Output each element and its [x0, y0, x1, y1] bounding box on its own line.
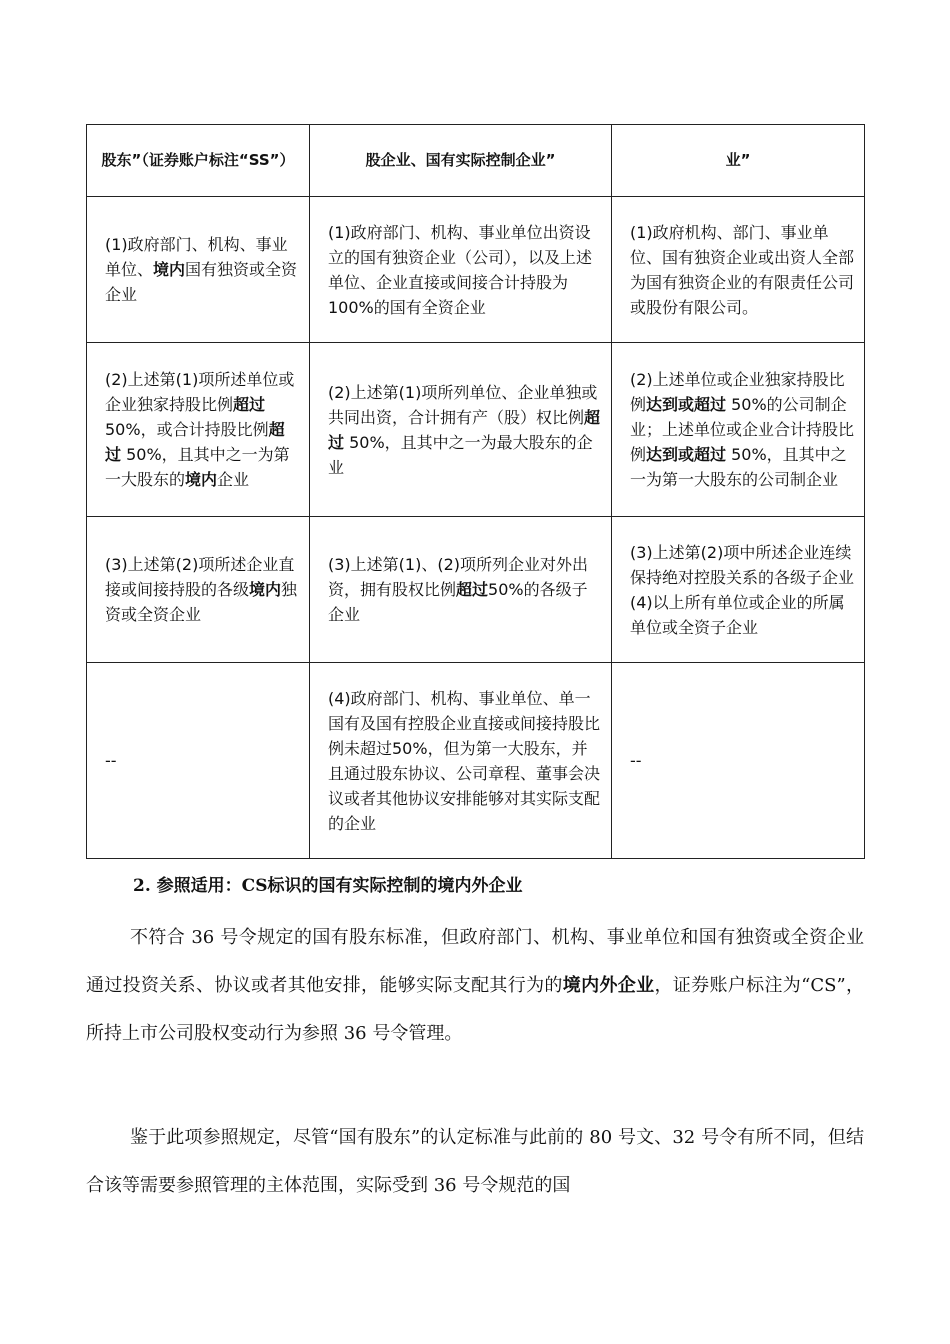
- cell-text: [105, 552, 299, 627]
- table-cell: [87, 197, 310, 343]
- cell-text: [105, 367, 299, 492]
- cell-text: [328, 552, 601, 627]
- table-cell: [310, 517, 612, 663]
- bold-text-run: 境内: [153, 260, 186, 279]
- header-cell-3: 业”: [612, 125, 865, 197]
- table-cell: [612, 517, 865, 663]
- text-run: (4)政府部门、机构、事业单位、单一国有及国有控股企业直接或间接持股比例未超过50%，但为第一大股东，并且通过股东协议、公司章程、董事会决议或者其他协议安排能够对其实际支配的企业: [328, 688, 601, 833]
- text-run: 企业: [217, 470, 250, 489]
- table-row: [87, 343, 865, 517]
- text-run: --: [630, 751, 642, 770]
- cell-text: [630, 367, 854, 492]
- text-run: (2)上述第(1)项所列单位、企业单独或共同出资，合计拥有产（股）权比例: [328, 382, 598, 427]
- text-run: 50%的各级子企业: [328, 580, 588, 624]
- bold-text-run: 境内: [185, 470, 218, 489]
- cell-text: [630, 540, 854, 640]
- header-cell-1: 股东”（证券账户标注“SS”）: [87, 125, 310, 197]
- cell-text: [105, 232, 299, 307]
- comparison-table: [86, 124, 865, 859]
- table-cell: [87, 343, 310, 517]
- text-run: --: [105, 751, 117, 770]
- table-cell: [310, 197, 612, 343]
- text-run: 50%，且其中之一为第一大股东的公司制企业: [630, 445, 847, 489]
- table-cell: [612, 343, 865, 517]
- cell-text: [105, 748, 299, 773]
- text-run: 国有独资或全资企业: [105, 260, 298, 304]
- body-paragraph: [86, 914, 864, 1058]
- text-run: 鉴于此项参照规定，尽管“国有股东”的认定标准与此前的 80 号文、32 号令有所不同，但结合该等需要参照管理的主体范围，实际受到 36 号令规范的国: [86, 1127, 864, 1196]
- text-run: ，证券账户标注为“CS”，所持上市公司股权变动行为参照 36 号令管理。: [86, 975, 864, 1044]
- text-run: (3)上述第(2)项中所述企业连续保持绝对控股关系的各级子企业 (4)以上所有单位或企业的所属单位或全资子企业: [630, 542, 855, 637]
- bold-text-run: 超过: [233, 395, 266, 414]
- table-row: [87, 663, 865, 859]
- text-run: (1)政府部门、机构、事业单位、: [105, 235, 288, 279]
- text-run: 50%，且其中之一为第一大股东的: [105, 445, 290, 489]
- bold-text-run: 超过: [456, 580, 489, 599]
- table-row: [87, 517, 865, 663]
- text-run: (2)上述第(1)项所述单位或企业独家持股比例: [105, 370, 295, 414]
- bold-text-run: 境内外企业: [562, 975, 655, 996]
- text-run: 50%，且其中之一为最大股东的企业: [328, 432, 593, 477]
- text-run: 50%，或合计持股比例: [105, 420, 269, 439]
- cell-text: [328, 686, 601, 836]
- cell-text: [328, 220, 601, 320]
- bold-text-run: 超过: [105, 420, 285, 464]
- cell-text: [630, 220, 854, 320]
- table-cell: [612, 197, 865, 343]
- text-run: (1)政府机构、部门、事业单位、国有独资企业或出资人全部为国有独资企业的有限责任公司或股份有限公司。: [630, 222, 855, 317]
- text-run: (3)上述第(2)项所述企业直接或间接持股的各级: [105, 555, 295, 599]
- text-run: (2)上述单位或企业独家持股比例: [630, 370, 845, 414]
- header-cell-2: 股企业、国有实际控制企业”: [310, 125, 612, 197]
- text-run: 独资或全资企业: [105, 580, 298, 624]
- text-run: 不符合 36 号令规定的国有股东标准，但政府部门、机构、事业单位和国有独资或全资企业通过投资关系、协议或者其他安排，能够实际支配其行为的: [86, 927, 864, 996]
- cell-text: [630, 748, 854, 773]
- bold-text-run: 达到或超过: [646, 445, 727, 464]
- table-cell: [612, 663, 865, 859]
- table-header-row: [87, 125, 865, 197]
- cell-text: [328, 380, 601, 480]
- text-run: (1)政府部门、机构、事业单位出资设立的国有独资企业（公司），以及上述单位、企业直接或间接合计持股为100%的国有全资企业: [328, 222, 593, 317]
- text-run: 50%的公司制企业；上述单位或企业合计持股比例: [630, 395, 855, 464]
- table-cell: [87, 663, 310, 859]
- table-cell: [87, 517, 310, 663]
- bold-text-run: 达到或超过: [646, 395, 727, 414]
- table-cell: [310, 663, 612, 859]
- bold-text-run: 境内: [249, 580, 282, 599]
- section-heading: 2. 参照适用：CS标识的国有实际控制的境内外企业: [133, 876, 523, 896]
- text-run: (3)上述第(1)、(2)项所列企业对外出资，拥有股权比例: [328, 555, 588, 599]
- table-cell: [310, 343, 612, 517]
- table-row: [87, 197, 865, 343]
- body-paragraph: [86, 1114, 864, 1210]
- bold-text-run: 超过: [328, 407, 601, 452]
